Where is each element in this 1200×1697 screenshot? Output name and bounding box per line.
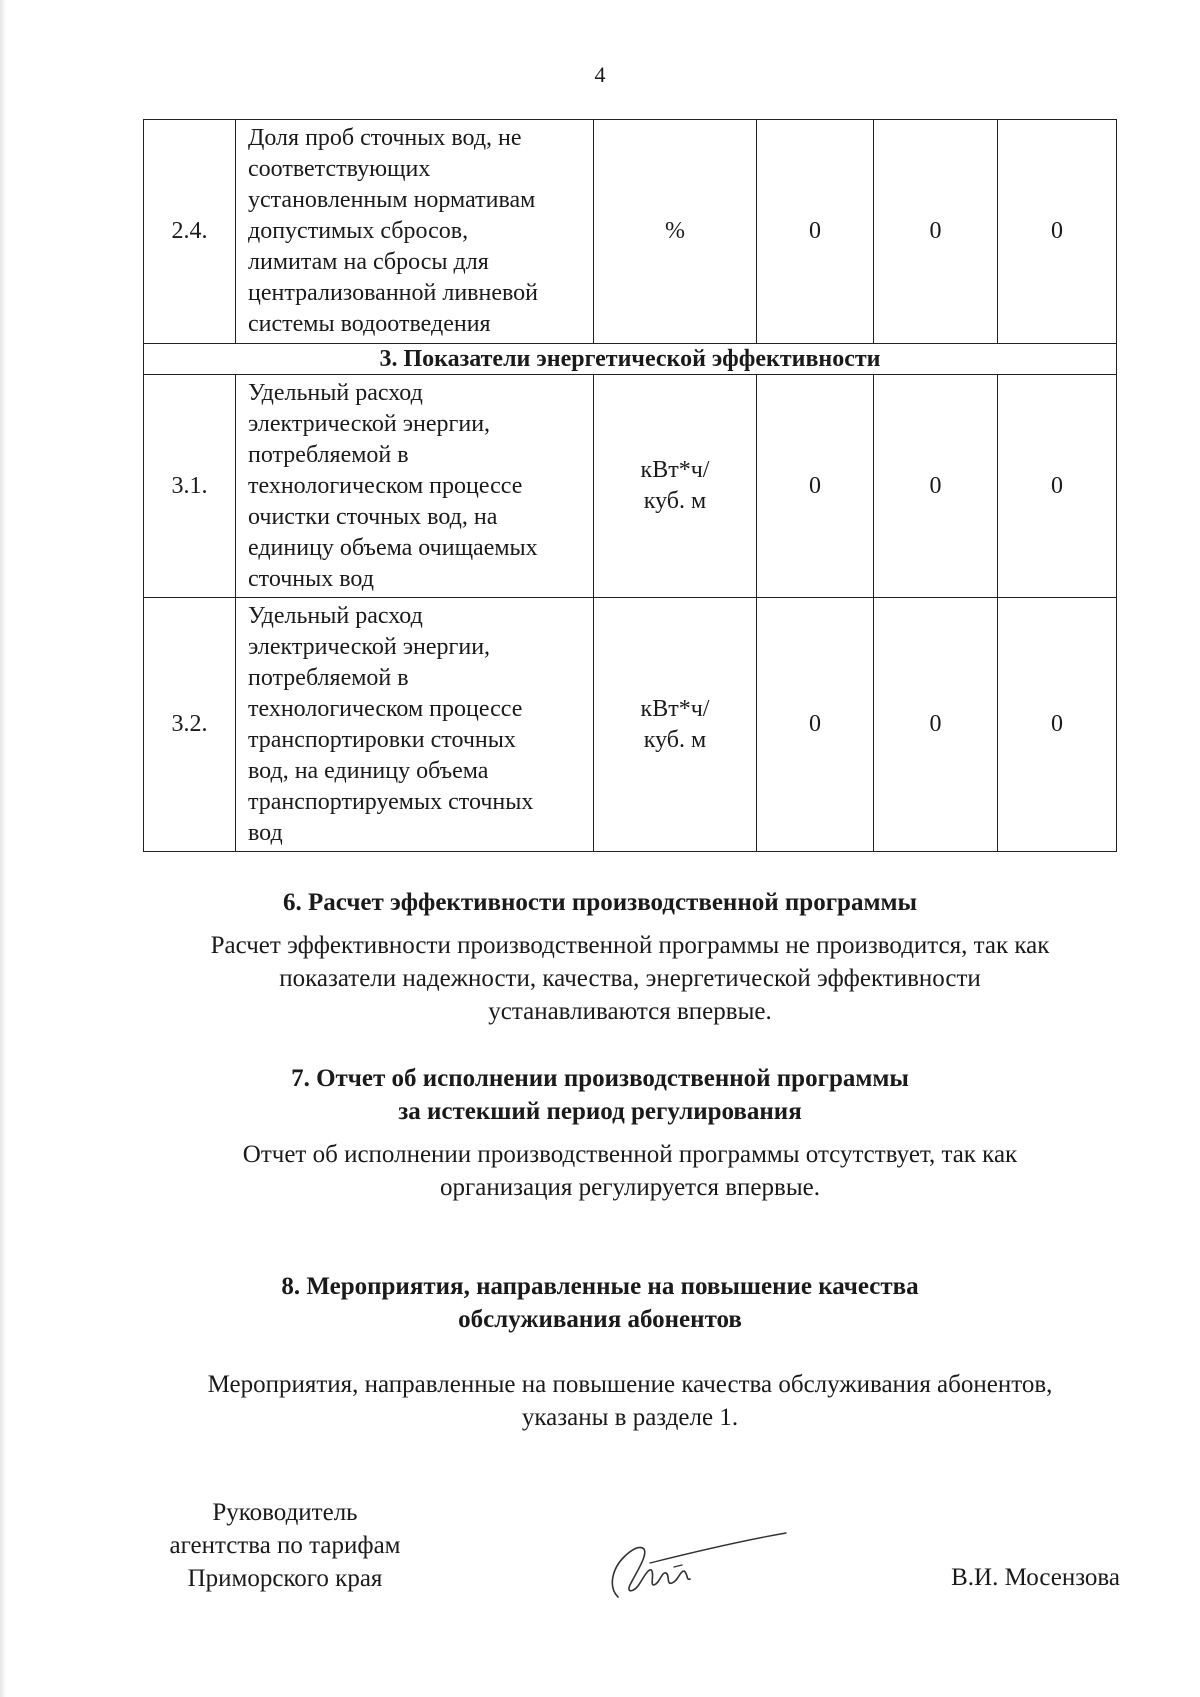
table-row [144,598,1117,852]
section-8-text: Мероприятия, направленные на повышение качества обслуживания абонентов, указаны в разделе 1. [207,1371,1053,1431]
row-value-2: 0 [874,598,998,852]
row-number: 3.1. [144,375,236,598]
row-unit: кВт*ч/ куб. м [594,598,757,852]
indicators-table [143,119,1117,852]
signatory-title: Руководитель агентства по тарифам Приморского края [169,1499,401,1592]
row-number: 2.4. [144,120,236,344]
signatory-name: В.И. Мосензова [951,1564,1120,1591]
row-description: Удельный расход электрической энергии, потребляемой в технологическом процессе очистки сточных вод, на единицу объема очищаемых сточных вод [236,375,594,598]
page-number: 4 [594,62,606,87]
row-value-1: 0 [757,375,874,598]
section-7-text: Отчет об исполнении производственной программы отсутствует, так как организация регулируется впервые. [242,1141,1018,1201]
row-value-1: 0 [757,120,874,344]
scan-edge [0,0,6,1697]
row-value-3: 0 [998,598,1117,852]
row-unit: кВт*ч/ куб. м [594,375,757,598]
row-value-2: 0 [874,120,998,344]
section-8-title: 8. Мероприятия, направленные на повышение качества обслуживания абонентов [281,1273,919,1333]
section-7-title: 7. Отчет об исполнении производственной программы за истекший период регулирования [291,1065,909,1125]
row-value-3: 0 [998,120,1117,344]
section-header-row [144,344,1117,375]
section-6-text: Расчет эффективности производственной программы не производится, так как показатели надежности, качества, энергетической эффективности устанавливаются впервые. [210,932,1050,1025]
row-value-1: 0 [757,598,874,852]
row-description: Удельный расход электрической энергии, потребляемой в технологическом процессе транспортировки сточных вод, на единицу объема транспортируемых сточных вод [236,598,594,852]
row-description: Доля проб сточных вод, не соответствующих установленным нормативам допустимых сбросов, лимитам на сбросы для централизованной ливневой системы водоотведения [236,120,594,344]
row-value-2: 0 [874,375,998,598]
table-row [144,120,1117,344]
section-6-title: 6. Расчет эффективности производственной программы [282,889,918,916]
row-number: 3.2. [144,598,236,852]
row-unit: % [594,120,757,344]
section-3-title: 3. Показатели энергетической эффективности [144,344,1117,375]
handwritten-signature [590,1527,790,1612]
table-row [144,375,1117,598]
row-value-3: 0 [998,375,1117,598]
